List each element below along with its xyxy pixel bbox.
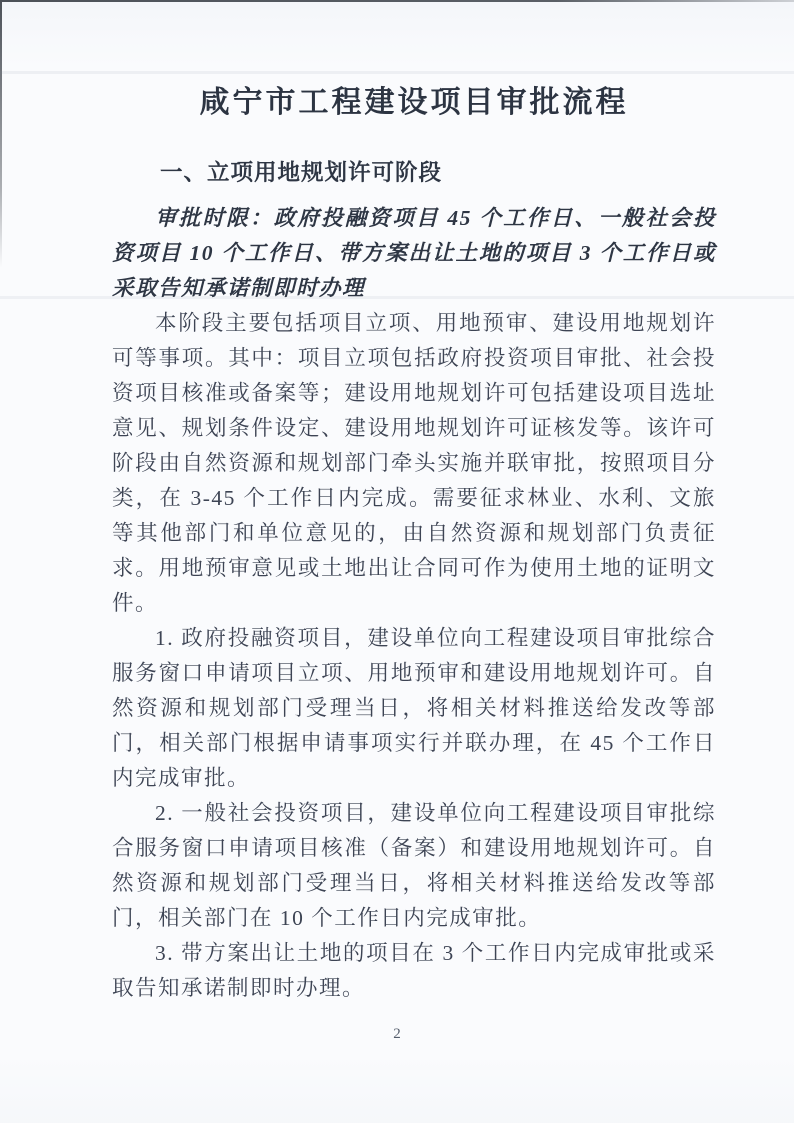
- body-paragraph-overview: 本阶段主要包括项目立项、用地预审、建设用地规划许可等事项。其中：项目立项包括政府投资项目审批、社会投资项目核准或备案等；建设用地规划许可包括建设项目选址意见、规划条件设定、建设用地规划许可证核发等。该许可阶段由自然资源和规划部门牵头实施并联审批，按照项目分类，在 3-45 个工作日内完成。需要征求林业、水利、文旅等其他部门和单位意见的，由自然资源和规划部门负责征求。用地预审意见或土地出让合同可作为使用土地的证明文件。: [112, 311, 716, 615]
- approval-time-limit-note: 审批时限：政府投融资项目 45 个工作日、一般社会投资项目 10 个工作日、带方案出让土地的项目 3 个工作日或采取告知承诺制即时办理: [112, 206, 716, 300]
- document-title: 咸宁市工程建设项目审批流程: [199, 86, 629, 119]
- body-paragraph-item-1-government-funded: 1. 政府投融资项目，建设单位向工程建设项目审批综合服务窗口申请项目立项、用地预审和建设用地规划许可。自然资源和规划部门受理当日，将相关材料推送给发改等部门，相关部门根据申请事项实行并联办理，在 45 个工作日内完成审批。: [112, 626, 716, 790]
- page-number: 2: [393, 1026, 401, 1042]
- scan-edge-artifact-left: [0, 0, 2, 268]
- section-heading-phase-1: 一、立项用地规划许可阶段: [160, 160, 443, 185]
- document-content: [112, 0, 716, 1006]
- body-paragraph-item-3-land-with-plan: 3. 带方案出让土地的项目在 3 个工作日内完成审批或采取告知承诺制即时办理。: [112, 941, 716, 1000]
- body-paragraph-item-2-social-investment: 2. 一般社会投资项目，建设单位向工程建设项目审批综合服务窗口申请项目核准（备案）和建设用地规划许可。自然资源和规划部门受理当日，将相关材料推送给发改等部门，相关部门在 10 个工作日内完成审批。: [112, 801, 716, 930]
